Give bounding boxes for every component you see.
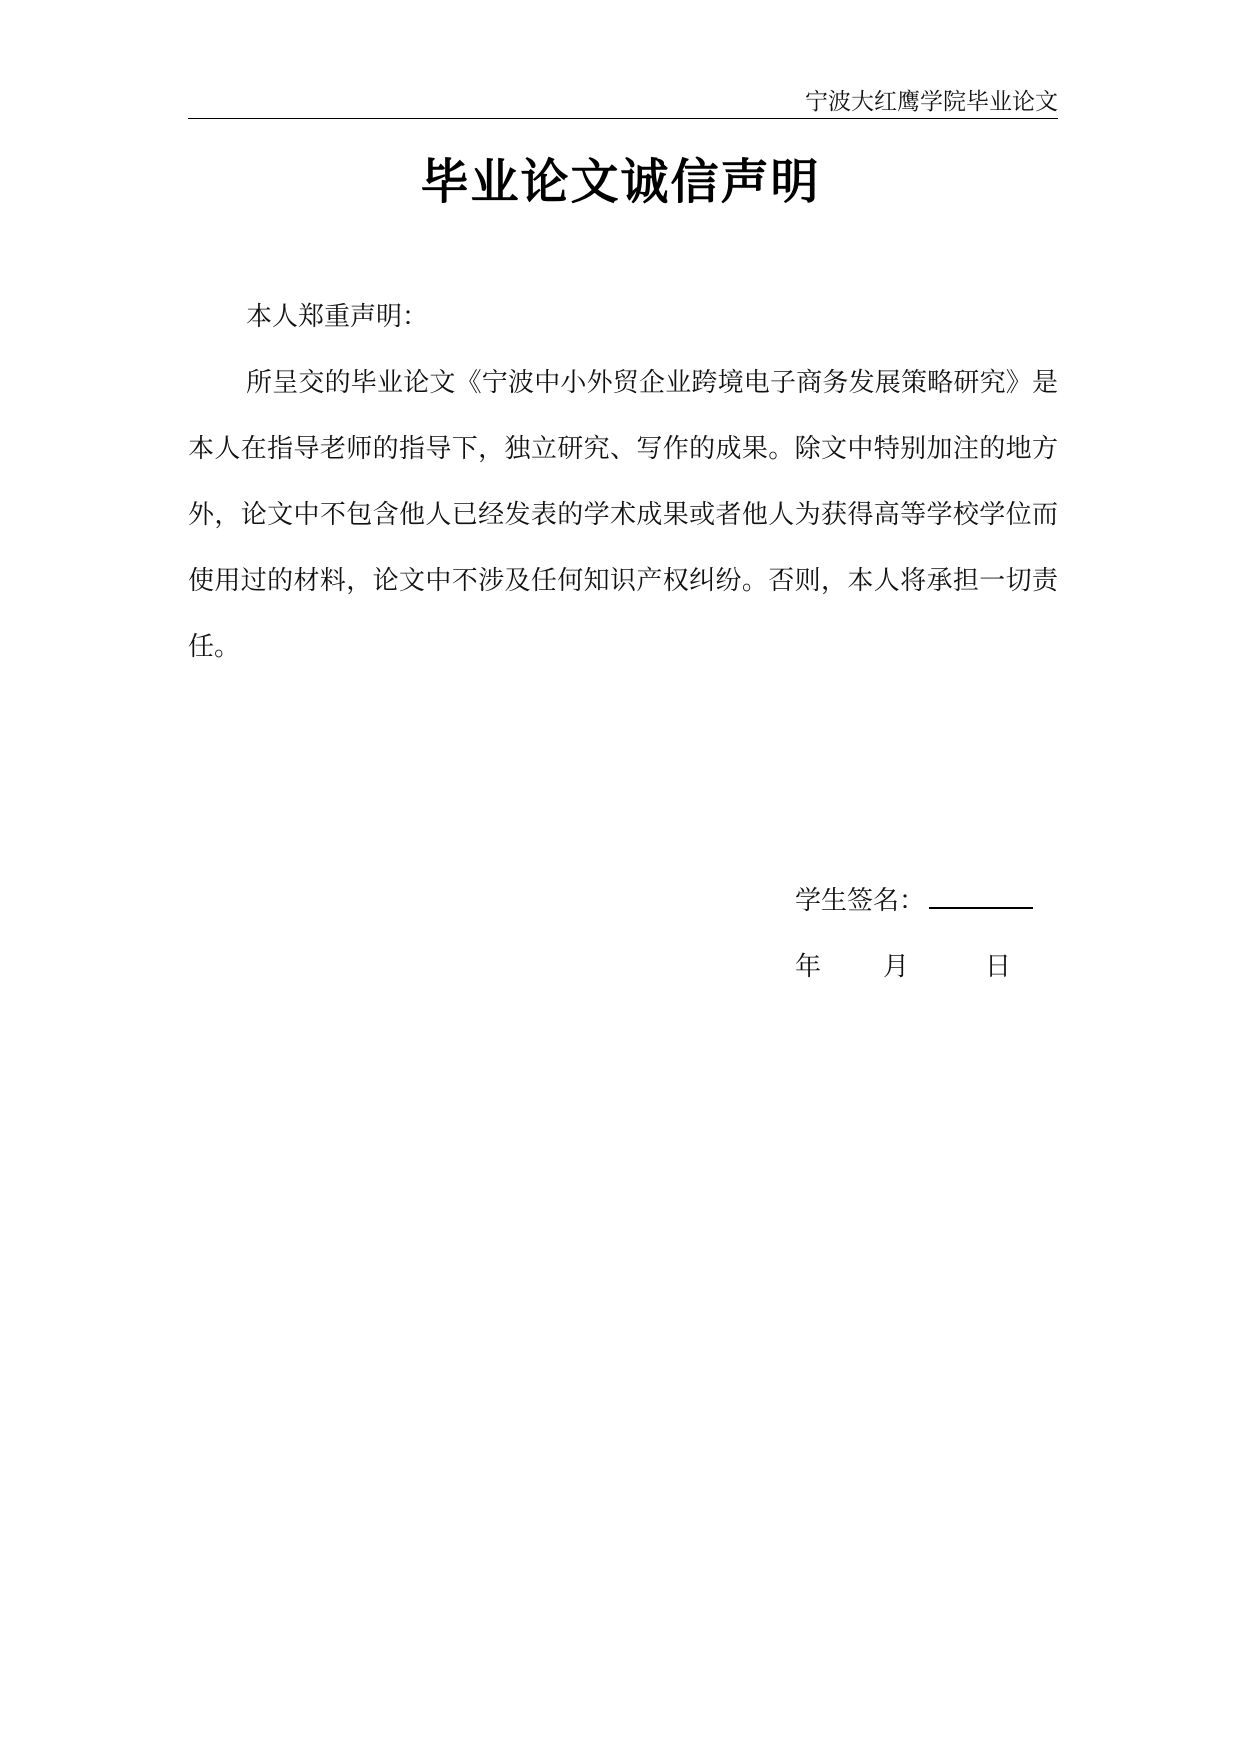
date-year-label: 年 xyxy=(795,952,822,982)
running-header-title: 宁波大红鹰学院毕业论文 xyxy=(805,89,1058,115)
document-title: 毕业论文诚信声明 xyxy=(420,154,821,210)
date-line xyxy=(795,934,1058,1000)
declaration-intro: 本人郑重声明： xyxy=(246,302,429,332)
declaration-paragraph: 所呈交的毕业论文《宁波中小外贸企业跨境电子商务发展策略研究》是本人在指导老师的指导下，独立研究、写作的成果。除文中特别加注的地方外，论文中不包含他人已经发表的学术成果或者他人为获得高等学校学位而使用过的材料，论文中不涉及任何知识产权纠纷。否则，本人将承担一切责任。 xyxy=(188,368,1058,662)
signature-line xyxy=(795,868,1058,934)
signature-block xyxy=(795,868,1058,1000)
date-month-label: 月 xyxy=(883,952,910,982)
signature-label: 学生签名： xyxy=(795,886,926,916)
running-header xyxy=(188,88,1058,119)
date-day-label: 日 xyxy=(985,952,1012,982)
signature-blank-line xyxy=(929,887,1033,909)
